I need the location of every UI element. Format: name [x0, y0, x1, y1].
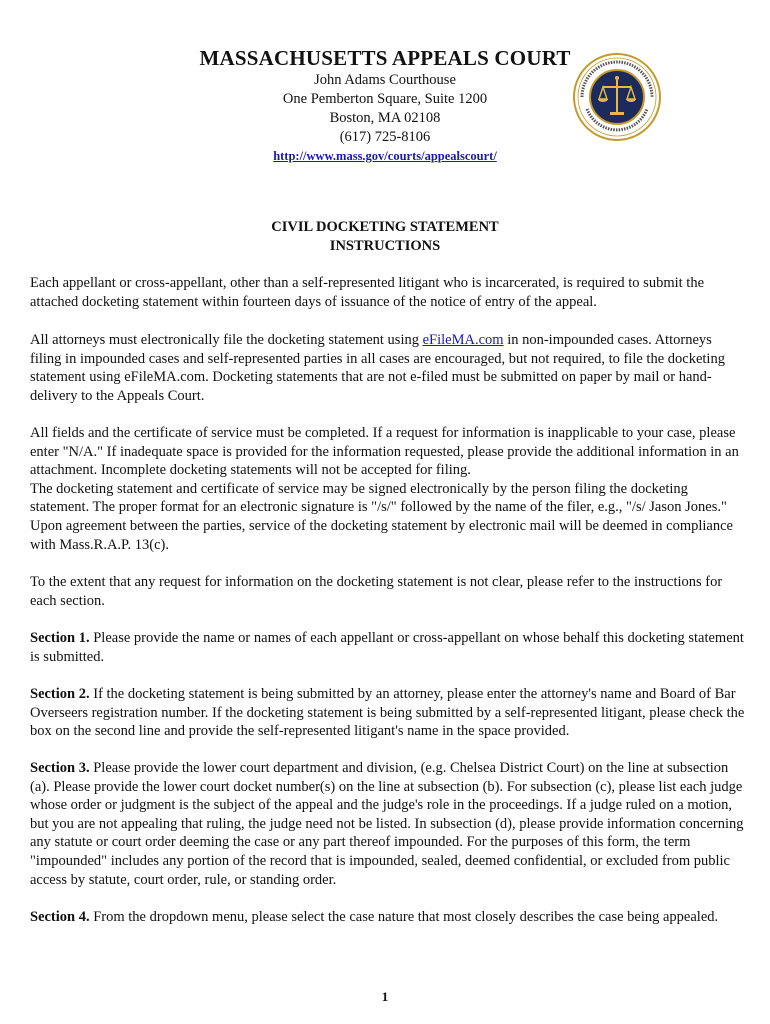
section-text: If the docketing statement is being submitted by an attorney, please enter the attorney's name and Board of Bar Overseers registration number. If the docketing statement is being submitted by a self-represented litigant, please check the box on the second line and provide the self-represented litigant's name in the space provided.: [30, 686, 745, 740]
court-website-link[interactable]: http://www.mass.gov/courts/appealscourt/: [273, 149, 497, 163]
paragraph-text: All fields and the certificate of service must be completed. If a request for information is inapplicable to your case, please enter "N/A." If inadequate space is provided for the information requested, please provide the additional information in an attachment. Incomplete docketing statements will not be accepted for filing.: [30, 425, 739, 479]
paragraph-text: Each appellant or cross-appellant, other than a self-represented litigant who is incarcerated, is required to submit the attached docketing statement within fourteen days of issuance of the notice of entry of the appeal.: [30, 275, 705, 310]
paragraph-fields-required: [30, 424, 745, 554]
efiling-text-before: All attorneys must electronically file the docketing statement using: [30, 332, 423, 348]
address-line-2: One Pemberton Square, Suite 1200: [282, 91, 488, 107]
section-label: Section 1.: [30, 630, 90, 646]
section-text: Please provide the lower court department and division, (e.g. Chelsea District Court) on the line at subsection (a). Please provide the lower court docket number(s) on the line at subsection (b). For subsection (c), please list each judge whose order or judgment is the subject of the appeal and the judge's role in the proceedings. If a judge ruled on a motion, but you are not appealing that ruling, the judge need not be listed. In subsection (d), please provide information concerning any statute or court order deeming the case or any part thereof impounded. For the purposes of this form, the term "impounded" includes any portion of the record that is impounded, sealed, deemed confidential, or excluded from public access by statute, court order, rule, or standing order.: [30, 760, 744, 888]
section-label: Section 4.: [30, 909, 90, 925]
document-title: CIVIL DOCKETING STATEMENT: [271, 219, 499, 235]
paragraph-text: The docketing statement and certificate of service may be signed electronically by the person filing the docketing statement. The proper format for an electronic signature is "/s/" followed by the name of the filer, e.g., "/s/ Jason Jones." Upon agreement between the parties, service of the docketing statement by electronic mail will be deemed in compliance with Mass.R.A.P. 13(c).: [30, 480, 733, 553]
efiling-text-after: in non-impounded cases. Attorneys filing in impounded cases and self-represented parties in all cases are encouraged, but not required, to file the docketing statement using eFileMA.com. Docketing statements that are not e-filed must be submitted on paper by mail or hand-delivery to the Appeals Court.: [30, 332, 725, 404]
document-subtitle: INSTRUCTIONS: [329, 238, 441, 254]
court-seal-icon: [573, 53, 661, 141]
section-3-instructions: [30, 759, 745, 889]
section-1-instructions: [30, 629, 745, 666]
paragraph-text: To the extent that any request for information on the docketing statement is not clear, please refer to the instructions for each section.: [30, 574, 723, 609]
section-label: Section 2.: [30, 686, 90, 702]
paragraph-efiling: [30, 331, 745, 405]
section-text: Please provide the name or names of each appellant or cross-appellant on whose behalf this docketing statement is submitted.: [30, 630, 744, 665]
paragraph-text: [30, 331, 745, 405]
paragraph-submission-requirement: [30, 274, 745, 311]
section-4-instructions: [30, 908, 745, 927]
page-number: 1: [381, 989, 389, 1004]
section-label: Section 3.: [30, 760, 90, 776]
section-text: From the dropdown menu, please select the case nature that most closely describes the case being appealed.: [89, 909, 719, 925]
address-line-1: John Adams Courthouse: [314, 72, 456, 88]
paragraph-clarification: [30, 573, 745, 610]
court-name: MASSACHUSETTS APPEALS COURT: [199, 46, 571, 70]
address-line-3: Boston, MA 02108: [329, 110, 441, 126]
section-2-instructions: [30, 685, 745, 741]
phone-number: (617) 725-8106: [339, 129, 431, 145]
efilema-link[interactable]: eFileMA.com: [422, 332, 504, 348]
